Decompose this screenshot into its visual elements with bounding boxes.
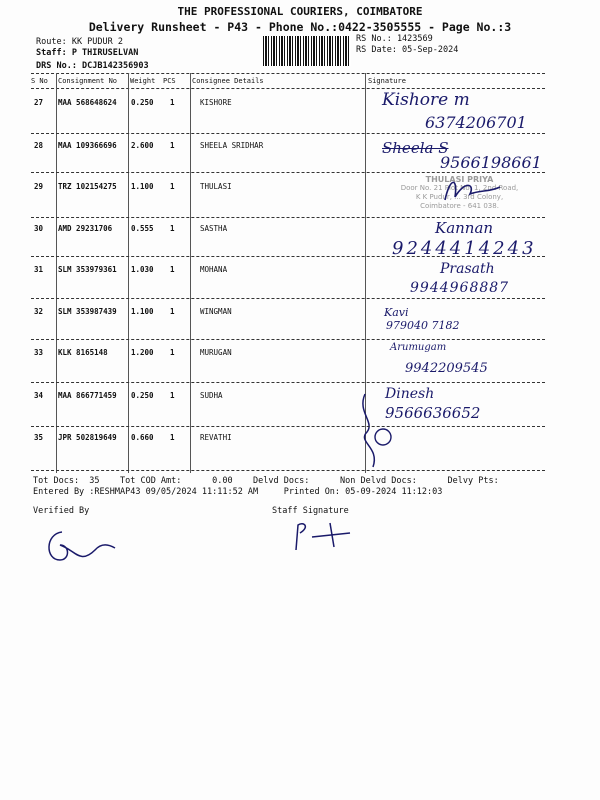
company-title: THE PROFESSIONAL COURIERS, COIMBATORE [177,5,423,18]
row-consignment: MAA 866771459 [58,391,117,400]
row-consignee: KISHORE [200,98,232,107]
runsheet-subtitle: Delivery Runsheet - P43 - Phone No.:0422-3505555 - Page No.:3 [88,20,512,34]
row-pcs: 1 [170,391,175,400]
stamp-line: K K Pudur, ... 3rd Colony, [415,193,504,201]
row-pcs: 1 [170,307,175,316]
rs-number: RS No.: 1423569 [356,34,433,44]
row-pcs: 1 [170,433,175,442]
row-consignment: MAA 568648624 [58,98,117,107]
signature-phone: 9944968887 [410,280,510,296]
entered-by-line: Entered By :RESHMAP43 09/05/2024 11:11:52 AM Printed On: 05-09-2024 11:12:03 [33,487,443,497]
stamp-line: Door No. 21 Plot No. 1, 2nd Road, [400,184,519,192]
col-header-weight: Weight [130,77,156,85]
row-separator [31,256,545,257]
row-consignment: KLK 8165148 [58,348,108,357]
col-header-pcs: PCS [163,77,176,85]
table-top-rule [31,73,545,74]
row-pcs: 1 [170,182,175,191]
signature-name: Kavi [384,306,409,319]
row-weight: 1.030 [131,265,154,274]
row-weight: 1.100 [131,182,154,191]
row-pcs: 1 [170,265,175,274]
row-weight: 2.600 [131,141,154,150]
route-label: Route: KK PUDUR 2 [36,37,123,47]
row-consignment: JPR 502819649 [58,433,117,442]
row-weight: 1.100 [131,307,154,316]
row-consignee: SHEELA SRIDHAR [200,141,264,150]
row-weight: 0.660 [131,433,154,442]
row-separator [31,382,545,383]
row-consignee: MOHANA [200,265,228,274]
row-sno: 33 [34,348,44,357]
signature-name: Kishore m [382,90,470,110]
staff-signature [290,515,360,555]
staff-signature-label: Staff Signature [272,506,349,516]
bracket-scribble [355,392,395,472]
verifier-signature [40,520,120,570]
row-sno: 32 [34,307,44,316]
row-sno: 31 [34,265,44,274]
signature-scribble [440,172,520,207]
row-pcs: 1 [170,98,175,107]
row-sno: 28 [34,141,44,150]
signature-name: Dinesh [385,386,435,402]
row-sno: 30 [34,224,44,233]
staff-label: Staff: P THIRUSELVAN [36,48,139,58]
row-sno: 29 [34,182,44,191]
row-sno: 27 [34,98,44,107]
barcode-image [263,36,351,66]
row-weight: 0.555 [131,224,154,233]
row-consignee: THULASI [200,182,232,191]
row-consignee: WINGMAN [200,307,232,316]
row-separator [31,217,545,218]
totals-line: Tot Docs: 35 Tot COD Amt: 0.00 Delvd Docs: Non Delvd Docs: Delvy Pts: [33,476,499,486]
row-separator [31,298,545,299]
signature-name: Arumugam [390,342,447,353]
row-weight: 0.250 [131,391,154,400]
rs-date: RS Date: 05-Sep-2024 [356,45,459,55]
signature-phone: 9566636652 [385,404,481,422]
table-bottom-rule [31,470,545,471]
row-separator [31,133,545,134]
signature-name: Prasath [440,261,495,277]
row-consignment: AMD 29231706 [58,224,113,233]
signature-phone: 9566198661 [440,153,542,172]
row-weight: 0.250 [131,98,154,107]
col-header-signature: Signature [368,77,406,85]
row-consignee: SASTHA [200,224,228,233]
verified-by-label: Verified By [33,506,90,516]
row-consignment: SLM 353987439 [58,307,117,316]
row-consignment: MAA 109366696 [58,141,117,150]
table-header-rule [31,88,545,89]
col-header-consignee: Consignee Details [192,77,264,85]
row-pcs: 1 [170,141,175,150]
row-consignee: REVATHI [200,433,232,442]
row-consignment: TRZ 102154275 [58,182,117,191]
signature-phone: 6374206701 [425,113,527,132]
row-consignee: SUDHA [200,391,223,400]
col-header-sno: S No [31,77,48,85]
row-separator [31,339,545,340]
row-consignment: SLM 353979361 [58,265,117,274]
stamp-line: THULASI PRIYA [425,175,494,184]
row-weight: 1.200 [131,348,154,357]
stamp-line: Coimbatore - 641 038. [420,202,499,210]
row-sno: 34 [34,391,44,400]
row-pcs: 1 [170,348,175,357]
signature-phone: 9244414243 [392,238,537,259]
drs-number: DRS No.: DCJB142356903 [36,61,149,71]
signature-phone: 979040 7182 [386,319,460,332]
row-sno: 35 [34,433,44,442]
signature-name: Sheela S [382,139,449,157]
row-separator [31,426,545,427]
row-consignee: MURUGAN [200,348,232,357]
signature-name: Kannan [435,219,494,237]
row-pcs: 1 [170,224,175,233]
signature-phone: 9942209545 [405,361,488,376]
col-header-consignment: Consignment No [58,77,118,85]
